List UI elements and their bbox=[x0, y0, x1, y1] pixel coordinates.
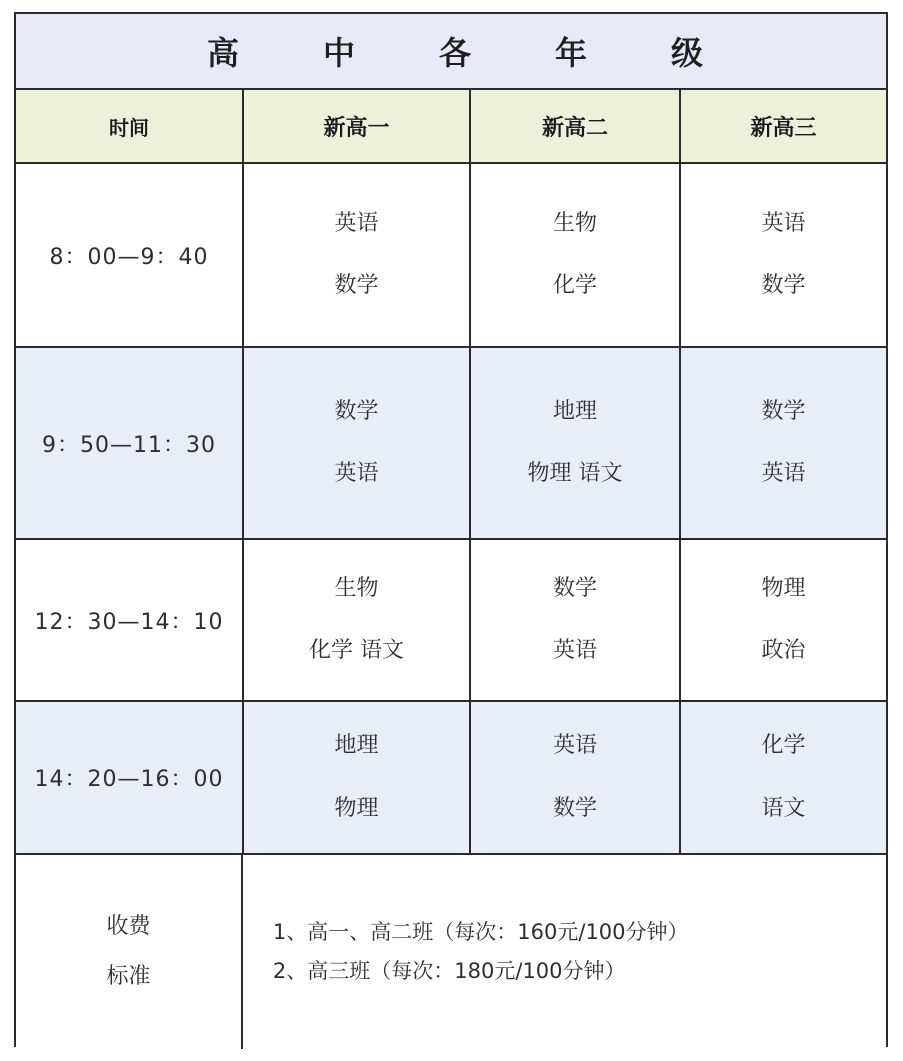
subject: 数学 bbox=[334, 273, 379, 298]
table-row bbox=[16, 702, 886, 855]
subject: 数学 bbox=[761, 398, 806, 424]
grade1-cell bbox=[244, 540, 471, 700]
subject: 英语 bbox=[334, 210, 379, 236]
schedule-grid bbox=[16, 90, 886, 1045]
fee-line: 1、高一、高二班（每次：160元/100分钟） bbox=[272, 919, 689, 944]
fee-label: 收费 bbox=[106, 913, 151, 939]
fee-details-cell bbox=[243, 855, 886, 1049]
grade3-cell bbox=[681, 348, 886, 538]
grade3-cell bbox=[681, 164, 886, 346]
subject: 物理 bbox=[761, 575, 806, 601]
subject: 数学 bbox=[334, 398, 379, 424]
title-char: 高 bbox=[206, 34, 239, 72]
fee-label-cell bbox=[16, 855, 243, 1049]
grade3-cell bbox=[681, 702, 886, 853]
column-header-grade3: 新高三 bbox=[750, 115, 817, 141]
grade2-cell bbox=[471, 540, 681, 700]
column-header-time: 时间 bbox=[16, 90, 244, 162]
subject: 数学 bbox=[552, 795, 597, 821]
title-char: 年 bbox=[555, 34, 588, 72]
schedule-table bbox=[14, 12, 888, 1047]
grade3-cell bbox=[681, 540, 886, 700]
grade2-cell bbox=[471, 348, 681, 538]
fee-line: 2、高三班（每次：180元/100分钟） bbox=[272, 959, 626, 983]
column-header-grade2: 新高二 bbox=[471, 90, 681, 162]
title-char: 各 bbox=[438, 34, 471, 72]
fee-label: 标准 bbox=[106, 964, 151, 989]
subject: 生物 bbox=[334, 575, 379, 601]
time-slot: 8：00—9：40 bbox=[49, 244, 209, 270]
subject: 英语 bbox=[334, 461, 379, 486]
subject: 地理 bbox=[552, 398, 597, 424]
header-row bbox=[16, 90, 886, 164]
subject: 数学 bbox=[552, 575, 597, 601]
grade1-cell bbox=[244, 348, 471, 538]
time-cell bbox=[16, 540, 244, 700]
table-row bbox=[16, 540, 886, 702]
subject: 政治 bbox=[761, 638, 806, 663]
grade2-cell bbox=[471, 702, 681, 853]
subject: 生物 bbox=[552, 210, 597, 236]
grade1-cell bbox=[244, 702, 471, 853]
time-cell bbox=[16, 164, 244, 346]
time-slot: 9：50—11：30 bbox=[42, 432, 216, 458]
table-row bbox=[16, 348, 886, 540]
subject: 物理 语文 bbox=[527, 461, 623, 486]
subject: 语文 bbox=[761, 795, 806, 821]
subject: 数学 bbox=[761, 273, 806, 298]
subject: 英语 bbox=[761, 461, 806, 486]
subject: 化学 语文 bbox=[309, 638, 404, 663]
subject: 英语 bbox=[761, 210, 806, 236]
grade2-cell bbox=[471, 164, 681, 346]
time-cell bbox=[16, 702, 244, 853]
fee-row bbox=[16, 855, 886, 1049]
title-char: 中 bbox=[322, 34, 355, 72]
time-slot: 14：20—16：00 bbox=[34, 767, 224, 792]
subject: 地理 bbox=[334, 733, 379, 759]
time-slot: 12：30—14：10 bbox=[34, 609, 224, 635]
subject: 英语 bbox=[552, 638, 597, 663]
table-title-row bbox=[16, 14, 886, 90]
table-row bbox=[16, 164, 886, 348]
column-header-grade1: 新高一 bbox=[244, 90, 471, 162]
subject: 化学 bbox=[552, 273, 597, 298]
subject: 化学 bbox=[761, 733, 806, 759]
table-title bbox=[199, 28, 703, 74]
grade1-cell bbox=[244, 164, 471, 346]
title-char: 级 bbox=[671, 34, 704, 72]
subject: 物理 bbox=[334, 795, 379, 821]
subject: 英语 bbox=[552, 733, 597, 759]
time-cell bbox=[16, 348, 244, 538]
